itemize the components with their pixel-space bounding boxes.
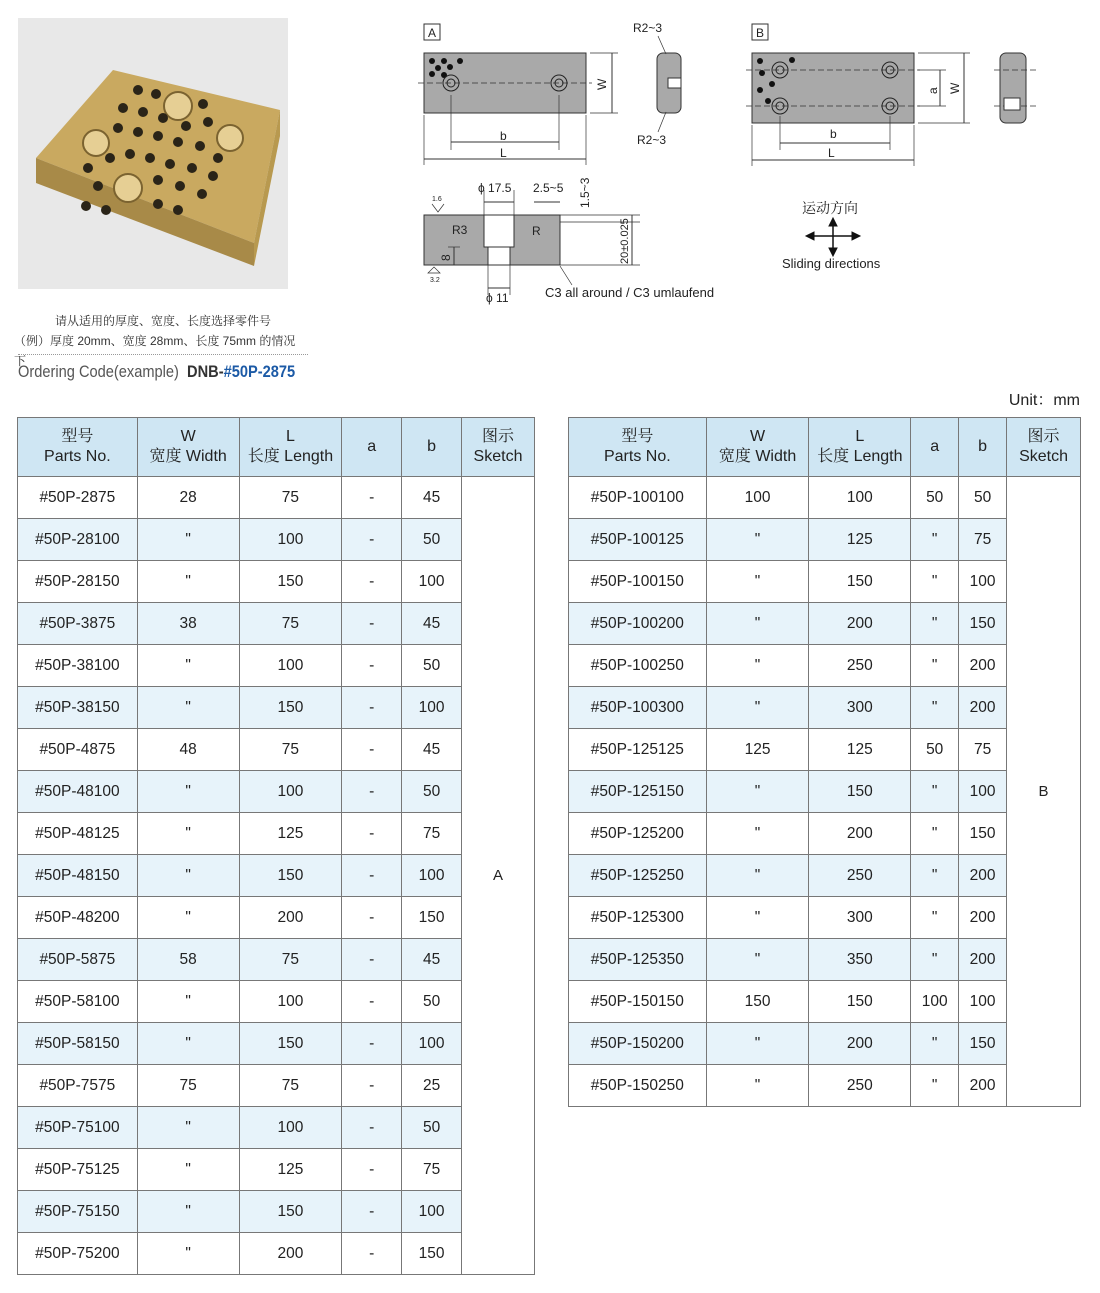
sliding-direction-en: Sliding directions xyxy=(782,256,881,271)
cell-length: 100 xyxy=(809,477,911,519)
cell-a: - xyxy=(342,687,402,729)
ordering-code-value: #50P-2875 xyxy=(223,362,296,381)
cell-width: 125 xyxy=(706,729,809,771)
order-note-line2: （例）厚度 20mm、宽度 28mm、长度 75mm 的情况下 xyxy=(14,334,296,368)
ordering-code-prefix: DNB- xyxy=(187,362,224,381)
table-row xyxy=(569,813,1081,855)
svg-text:20±0.025: 20±0.025 xyxy=(619,218,631,264)
cell-b: 45 xyxy=(402,477,462,519)
cell-width: 38 xyxy=(137,603,239,645)
cell-b: 45 xyxy=(402,603,462,645)
cell-a: " xyxy=(911,561,959,603)
cell-a: - xyxy=(342,939,402,981)
cell-a: - xyxy=(342,603,402,645)
cell-part-no: #50P-58150 xyxy=(18,1023,138,1065)
cell-a: - xyxy=(342,1233,402,1275)
svg-text:L: L xyxy=(500,146,507,160)
cell-width: " xyxy=(137,645,239,687)
bronze-plate-image xyxy=(18,18,288,289)
cell-a: - xyxy=(342,519,402,561)
table-row xyxy=(569,519,1081,561)
cell-part-no: #50P-58100 xyxy=(18,981,138,1023)
cell-length: 150 xyxy=(239,561,342,603)
cell-b: 45 xyxy=(402,939,462,981)
svg-text:ϕ 17.5: ϕ 17.5 xyxy=(478,181,512,195)
table-row xyxy=(18,1065,535,1107)
cell-length: 150 xyxy=(239,1191,342,1233)
cell-a: " xyxy=(911,771,959,813)
table-row xyxy=(18,1149,535,1191)
cell-b: 75 xyxy=(402,1149,462,1191)
cell-part-no: #50P-100100 xyxy=(569,477,707,519)
table-row xyxy=(18,855,535,897)
cell-width: " xyxy=(706,813,809,855)
cell-length: 100 xyxy=(239,981,342,1023)
cell-width: 48 xyxy=(137,729,239,771)
svg-text:R3: R3 xyxy=(452,223,468,237)
cell-part-no: #50P-3875 xyxy=(18,603,138,645)
cell-a: - xyxy=(342,729,402,771)
cell-width: " xyxy=(137,687,239,729)
cell-length: 200 xyxy=(809,1023,911,1065)
cell-width: " xyxy=(706,897,809,939)
product-photo xyxy=(18,18,288,289)
cell-part-no: #50P-48150 xyxy=(18,855,138,897)
cell-a: - xyxy=(342,1065,402,1107)
cell-a: 100 xyxy=(911,981,959,1023)
table-row xyxy=(18,603,535,645)
cell-length: 250 xyxy=(809,1065,911,1107)
cell-length: 300 xyxy=(809,897,911,939)
col-sketch: 图示 Sketch xyxy=(1007,418,1081,477)
cell-length: 150 xyxy=(809,561,911,603)
cell-part-no: #50P-125200 xyxy=(569,813,707,855)
cell-part-no: #50P-2875 xyxy=(18,477,138,519)
cell-part-no: #50P-125300 xyxy=(569,897,707,939)
cell-a: - xyxy=(342,1149,402,1191)
col-a: a xyxy=(342,418,402,477)
cell-width: " xyxy=(706,939,809,981)
cell-length: 200 xyxy=(809,813,911,855)
parts-table-a xyxy=(17,417,535,1275)
col-parts-no: 型号 Parts No. xyxy=(569,418,707,477)
cell-length: 300 xyxy=(809,687,911,729)
cell-a: " xyxy=(911,855,959,897)
cell-length: 75 xyxy=(239,477,342,519)
table-row xyxy=(18,939,535,981)
cell-length: 200 xyxy=(239,897,342,939)
table-row xyxy=(18,981,535,1023)
col-length: L 长度 Length xyxy=(239,418,342,477)
svg-text:R2~3: R2~3 xyxy=(637,133,667,147)
cell-a: " xyxy=(911,603,959,645)
table-row xyxy=(18,897,535,939)
cell-length: 75 xyxy=(239,729,342,771)
svg-text:L: L xyxy=(828,146,835,160)
svg-text:8: 8 xyxy=(439,254,453,261)
cell-width: " xyxy=(706,1023,809,1065)
cell-width: " xyxy=(706,603,809,645)
cell-b: 150 xyxy=(402,1233,462,1275)
cell-a: - xyxy=(342,477,402,519)
unit-label: Unit：mm xyxy=(1008,392,1080,409)
col-b: b xyxy=(402,418,462,477)
table-row xyxy=(18,729,535,771)
cell-b: 75 xyxy=(959,729,1007,771)
cell-part-no: #50P-100300 xyxy=(569,687,707,729)
cell-b: 100 xyxy=(959,981,1007,1023)
cell-b: 200 xyxy=(959,939,1007,981)
table-header xyxy=(569,418,1081,477)
cell-b: 100 xyxy=(402,1191,462,1233)
table-row xyxy=(18,687,535,729)
cell-length: 125 xyxy=(239,1149,342,1191)
col-width: W 宽度 Width xyxy=(137,418,239,477)
cell-part-no: #50P-125125 xyxy=(569,729,707,771)
svg-text:ϕ 11: ϕ 11 xyxy=(486,291,509,305)
col-width: W 宽度 Width xyxy=(706,418,809,477)
parts-table-b xyxy=(568,417,1081,1107)
cell-b: 50 xyxy=(959,477,1007,519)
table-row xyxy=(18,519,535,561)
cell-width: 75 xyxy=(137,1065,239,1107)
table-row xyxy=(18,1191,535,1233)
sliding-direction-zh: 运动方向 xyxy=(802,200,858,216)
col-a: a xyxy=(911,418,959,477)
cell-b: 200 xyxy=(959,687,1007,729)
table-row xyxy=(569,939,1081,981)
cell-length: 150 xyxy=(809,981,911,1023)
cell-b: 100 xyxy=(402,687,462,729)
table-row xyxy=(569,477,1081,519)
svg-text:R: R xyxy=(532,224,541,238)
cell-part-no: #50P-100200 xyxy=(569,603,707,645)
svg-text:b: b xyxy=(500,129,507,143)
technical-drawing xyxy=(400,10,1080,320)
table-row xyxy=(569,729,1081,771)
cell-a: - xyxy=(342,1023,402,1065)
cell-length: 75 xyxy=(239,939,342,981)
table-row xyxy=(18,477,535,519)
svg-text:1.6: 1.6 xyxy=(432,196,442,203)
svg-text:W: W xyxy=(948,82,962,94)
cell-part-no: #50P-125150 xyxy=(569,771,707,813)
cell-a: 50 xyxy=(911,477,959,519)
cell-length: 350 xyxy=(809,939,911,981)
table-row xyxy=(569,855,1081,897)
cell-a: " xyxy=(911,645,959,687)
cell-b: 100 xyxy=(402,855,462,897)
cell-a: " xyxy=(911,519,959,561)
cell-b: 75 xyxy=(959,519,1007,561)
cell-part-no: #50P-75150 xyxy=(18,1191,138,1233)
cell-width: " xyxy=(706,561,809,603)
cell-part-no: #50P-28100 xyxy=(18,519,138,561)
cell-length: 75 xyxy=(239,1065,342,1107)
table-row xyxy=(569,687,1081,729)
cell-b: 50 xyxy=(402,519,462,561)
table-row xyxy=(569,603,1081,645)
cell-width: " xyxy=(706,771,809,813)
table-row xyxy=(18,1233,535,1275)
cell-a: - xyxy=(342,771,402,813)
cell-b: 150 xyxy=(959,813,1007,855)
cell-sketch: B xyxy=(1007,477,1081,1107)
plate-b-top xyxy=(752,53,914,123)
cell-part-no: #50P-100150 xyxy=(569,561,707,603)
cell-part-no: #50P-75125 xyxy=(18,1149,138,1191)
cell-part-no: #50P-125350 xyxy=(569,939,707,981)
table-row xyxy=(18,1107,535,1149)
col-b: b xyxy=(959,418,1007,477)
cell-width: " xyxy=(137,813,239,855)
svg-text:1.5~3: 1.5~3 xyxy=(578,177,592,208)
cell-a: - xyxy=(342,855,402,897)
svg-text:a: a xyxy=(926,87,940,94)
cell-b: 150 xyxy=(959,603,1007,645)
cell-b: 50 xyxy=(402,771,462,813)
cell-length: 250 xyxy=(809,645,911,687)
table-row xyxy=(569,897,1081,939)
cell-b: 75 xyxy=(402,813,462,855)
ordering-code-label: Ordering Code(example) xyxy=(18,362,179,381)
cell-part-no: #50P-75200 xyxy=(18,1233,138,1275)
cell-part-no: #50P-7575 xyxy=(18,1065,138,1107)
cell-length: 150 xyxy=(239,687,342,729)
cell-width: " xyxy=(706,1065,809,1107)
table-row xyxy=(569,981,1081,1023)
cell-part-no: #50P-28150 xyxy=(18,561,138,603)
cell-part-no: #50P-75100 xyxy=(18,1107,138,1149)
cell-a: 50 xyxy=(911,729,959,771)
four-way-arrow-icon xyxy=(806,218,860,256)
cell-part-no: #50P-150200 xyxy=(569,1023,707,1065)
svg-text:b: b xyxy=(830,127,837,141)
cell-part-no: #50P-48125 xyxy=(18,813,138,855)
cell-length: 150 xyxy=(809,771,911,813)
cell-width: " xyxy=(706,855,809,897)
cell-b: 200 xyxy=(959,855,1007,897)
cell-width: 58 xyxy=(137,939,239,981)
table-row xyxy=(569,561,1081,603)
cell-length: 100 xyxy=(239,645,342,687)
cell-width: " xyxy=(137,1107,239,1149)
cell-b: 200 xyxy=(959,897,1007,939)
box-b-label: B xyxy=(756,26,765,40)
table-row xyxy=(18,561,535,603)
cell-length: 150 xyxy=(239,1023,342,1065)
table-row xyxy=(569,1023,1081,1065)
svg-text:3.2: 3.2 xyxy=(430,277,440,284)
cell-width: " xyxy=(137,1149,239,1191)
table-row xyxy=(18,813,535,855)
cell-width: " xyxy=(137,1233,239,1275)
cell-a: " xyxy=(911,1023,959,1065)
cell-a: - xyxy=(342,645,402,687)
cell-b: 200 xyxy=(959,1065,1007,1107)
cell-width: " xyxy=(137,981,239,1023)
cell-part-no: #50P-100125 xyxy=(569,519,707,561)
cell-a: " xyxy=(911,687,959,729)
cell-b: 150 xyxy=(959,1023,1007,1065)
order-note-line1: 请从适用的厚度、宽度、长度选择零件号 xyxy=(54,314,271,328)
cell-width: " xyxy=(706,519,809,561)
cell-part-no: #50P-150250 xyxy=(569,1065,707,1107)
cell-b: 100 xyxy=(402,561,462,603)
cell-b: 100 xyxy=(959,771,1007,813)
box-a-label: A xyxy=(428,26,437,40)
cell-part-no: #50P-38150 xyxy=(18,687,138,729)
table-row xyxy=(569,645,1081,687)
cell-b: 150 xyxy=(402,897,462,939)
cell-a: - xyxy=(342,1191,402,1233)
cell-length: 75 xyxy=(239,603,342,645)
svg-text:W: W xyxy=(595,78,609,90)
table-row xyxy=(18,771,535,813)
cell-part-no: #50P-125250 xyxy=(569,855,707,897)
c3-note: C3 all around / C3 umlaufend xyxy=(545,285,715,300)
cell-a: - xyxy=(342,981,402,1023)
cell-length: 100 xyxy=(239,1107,342,1149)
cell-width: " xyxy=(137,855,239,897)
cell-a: " xyxy=(911,939,959,981)
cell-a: " xyxy=(911,897,959,939)
col-length: L 长度 Length xyxy=(809,418,911,477)
svg-text:2.5~5: 2.5~5 xyxy=(533,181,564,195)
table-header xyxy=(18,418,535,477)
cell-width: " xyxy=(706,645,809,687)
cell-b: 50 xyxy=(402,1107,462,1149)
cell-part-no: #50P-5875 xyxy=(18,939,138,981)
cell-b: 45 xyxy=(402,729,462,771)
cell-part-no: #50P-48200 xyxy=(18,897,138,939)
cell-width: " xyxy=(137,897,239,939)
cell-length: 100 xyxy=(239,771,342,813)
cell-b: 200 xyxy=(959,645,1007,687)
cell-a: - xyxy=(342,1107,402,1149)
cell-sketch: A xyxy=(462,477,535,1275)
cell-a: " xyxy=(911,813,959,855)
cell-width: " xyxy=(137,1191,239,1233)
cell-a: - xyxy=(342,897,402,939)
cell-width: 150 xyxy=(706,981,809,1023)
cell-width: " xyxy=(137,561,239,603)
cell-b: 50 xyxy=(402,981,462,1023)
cell-width: " xyxy=(137,519,239,561)
plate-b-side xyxy=(1000,53,1026,123)
cell-part-no: #50P-48100 xyxy=(18,771,138,813)
col-sketch: 图示 Sketch xyxy=(462,418,535,477)
cell-b: 100 xyxy=(402,1023,462,1065)
cell-length: 125 xyxy=(239,813,342,855)
divider xyxy=(18,354,308,355)
cell-a: " xyxy=(911,1065,959,1107)
col-parts-no: 型号 Parts No. xyxy=(18,418,138,477)
cell-part-no: #50P-38100 xyxy=(18,645,138,687)
table-row xyxy=(569,771,1081,813)
cell-part-no: #50P-4875 xyxy=(18,729,138,771)
cell-b: 50 xyxy=(402,645,462,687)
cell-width: " xyxy=(137,771,239,813)
table-row xyxy=(18,645,535,687)
cell-width: " xyxy=(137,1023,239,1065)
cell-b: 100 xyxy=(959,561,1007,603)
cell-length: 100 xyxy=(239,519,342,561)
cell-length: 125 xyxy=(809,519,911,561)
cell-part-no: #50P-100250 xyxy=(569,645,707,687)
cell-a: - xyxy=(342,813,402,855)
cell-length: 200 xyxy=(239,1233,342,1275)
cell-width: 28 xyxy=(137,477,239,519)
table-row xyxy=(569,1065,1081,1107)
cell-length: 200 xyxy=(809,603,911,645)
cell-b: 25 xyxy=(402,1065,462,1107)
cell-width: 100 xyxy=(706,477,809,519)
cell-length: 150 xyxy=(239,855,342,897)
cell-width: " xyxy=(706,687,809,729)
cell-length: 250 xyxy=(809,855,911,897)
cell-part-no: #50P-150150 xyxy=(569,981,707,1023)
cell-a: - xyxy=(342,561,402,603)
svg-text:R2~3: R2~3 xyxy=(633,21,663,35)
ordering-code xyxy=(18,362,295,382)
table-row xyxy=(18,1023,535,1065)
cell-length: 125 xyxy=(809,729,911,771)
